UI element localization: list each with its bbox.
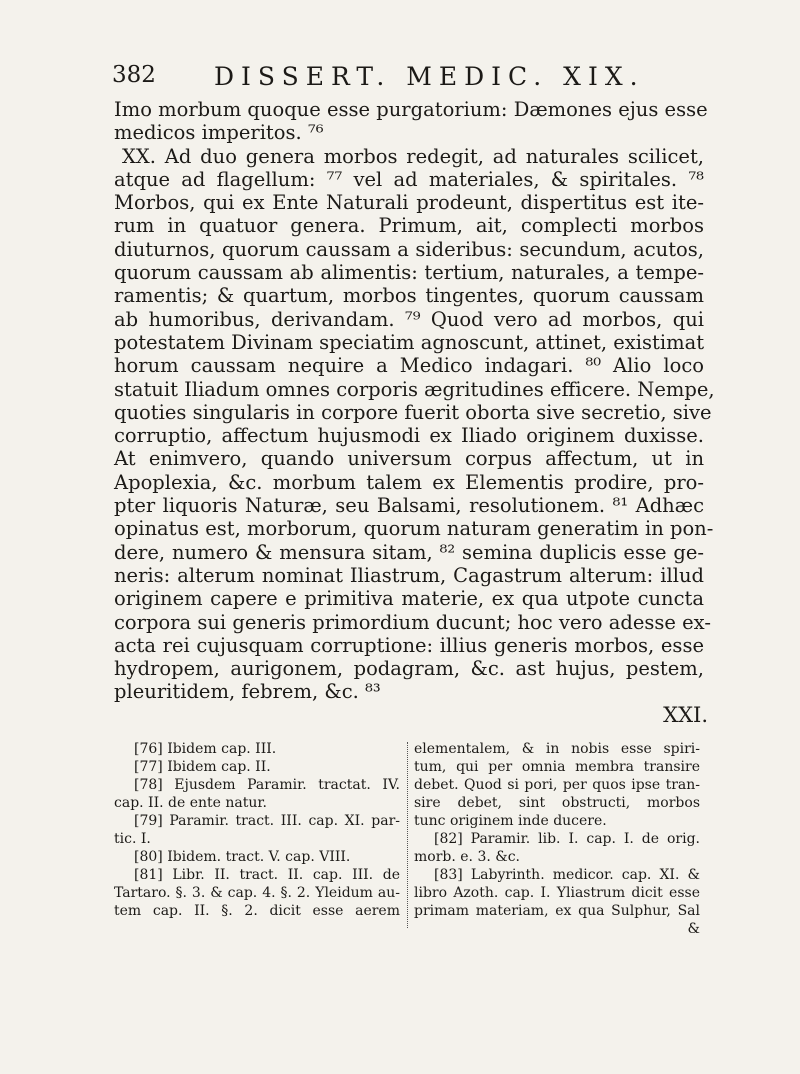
body-line: medicos imperitos. ⁷⁶ [114,121,324,145]
footnotes [114,740,706,950]
footnote-line: tem cap. II. §. 2. dicit esse aerem [114,903,400,919]
footnote-line: [81] Libr. II. tract. II. cap. III. de [134,867,400,883]
body-line: corruptio, affectum hujusmodi ex Iliado originem duxisse. [114,424,704,448]
running-head: DISSERT. MEDIC. XIX. [214,62,645,91]
footnote-line: tic. I. [114,831,151,847]
body-line: corpora sui generis primordium ducunt; hoc vero adesse ex- [114,610,711,634]
body-line: ramentis; & quartum, morbos tingentes, quorum caussam [114,284,704,308]
body-line: horum caussam nequire a Medico indagari. ⁸⁰ Alio loco [114,354,704,378]
body-line: opinatus est, morborum, quorum naturam generatim in pon- [114,517,714,541]
body-line: quorum caussam ab alimentis: tertium, naturales, a tempe- [114,261,704,285]
footnote-line: [77] Ibidem cap. II. [134,759,271,775]
column-divider [407,742,409,928]
body-line: At enimvero, quando universum corpus affectum, ut in [114,447,704,471]
footnote-line: [83] Labyrinth. medicor. cap. XI. & [434,867,700,883]
footnote-line: primam materiam, ex qua Sulphur, Sal [414,903,700,919]
footnotes-left-column [114,740,400,920]
catchword: XXI. [663,703,708,727]
footnote-line: sire debet, sint obstructi, morbos [414,795,700,811]
footnote-line: & [687,921,700,937]
body-line: rum in quatuor genera. Primum, ait, complecti morbos [114,214,704,238]
body-line: pter liquoris Naturæ, seu Balsami, resolutionem. ⁸¹ Adhæc [114,494,704,518]
body-line: potestatem Divinam speciatim agnoscunt, attinet, existimat [114,330,705,354]
footnote-line: tum, qui per omnia membra transire [414,759,700,775]
footnote-line: libro Azoth. cap. I. Yliastrum dicit esse [414,885,700,901]
body-line: quoties singularis in corpore fuerit oborta sive secretio, sive [114,400,712,424]
body-line: Apoplexia, &c. morbum talem ex Elementis prodire, pro- [114,470,704,494]
body-line: Morbos, qui ex Ente Naturali prodeunt, dispertitus est ite- [114,191,704,215]
footnote-line: [80] Ibidem. tract. V. cap. VIII. [134,849,351,865]
page-number: 382 [112,62,156,88]
body-line: Imo morbum quoque esse purgatorium: Dæmones ejus esse [114,98,708,121]
body-line: acta rei cujusquam corruptione: illius generis morbos, esse [114,633,704,657]
footnote-line: [79] Paramir. tract. III. cap. XI. par- [134,813,400,829]
body-line: dere, numero & mensura sitam, ⁸² semina duplicis esse ge- [114,540,704,564]
footnote-line: morb. e. 3. &c. [414,849,521,865]
body-line: neris: alterum nominat Iliastrum, Cagastrum alterum: illud [114,563,704,587]
body-line: XX. Ad duo genera morbos redegit, ad naturales scilicet, [122,144,704,168]
body-line: atque ad flagellum: ⁷⁷ vel ad materiales, & spiritales. ⁷⁸ [114,167,704,191]
footnote-line: cap. II. de ente natur. [114,795,267,811]
footnote-line: tunc originem inde ducere. [414,813,607,829]
page-header [112,62,702,96]
body-line: pleuritidem, febrem, &c. ⁸³ [114,680,381,704]
body-line: originem capere e primitiva materie, ex qua utpote cuncta [114,587,704,611]
footnote-line: debet. Quod si pori, per quos ipse tran- [414,777,700,793]
footnote-line: [76] Ibidem cap. III. [134,741,277,757]
footnote-line: elementalem, & in nobis esse spiri- [414,741,700,757]
footnote-line: [78] Ejusdem Paramir. tractat. IV. [134,777,400,793]
body-text [114,98,715,704]
footnote-line: [82] Paramir. lib. I. cap. I. de orig. [434,831,700,847]
footnotes-right-column [414,740,700,938]
body-line: statuit Iliadum omnes corporis ægritudines efficere. Nempe, [114,377,715,401]
body-line: ab humoribus, derivandam. ⁷⁹ Quod vero ad morbos, qui [114,307,704,331]
body-line: diuturnos, quorum caussam a sideribus: secundum, acutos, [114,237,704,261]
footnote-line: Tartaro. §. 3. & cap. 4. §. 2. Yleidum au- [114,885,400,901]
body-line: hydropem, aurigonem, podagram, &c. ast hujus, pestem, [114,657,704,681]
